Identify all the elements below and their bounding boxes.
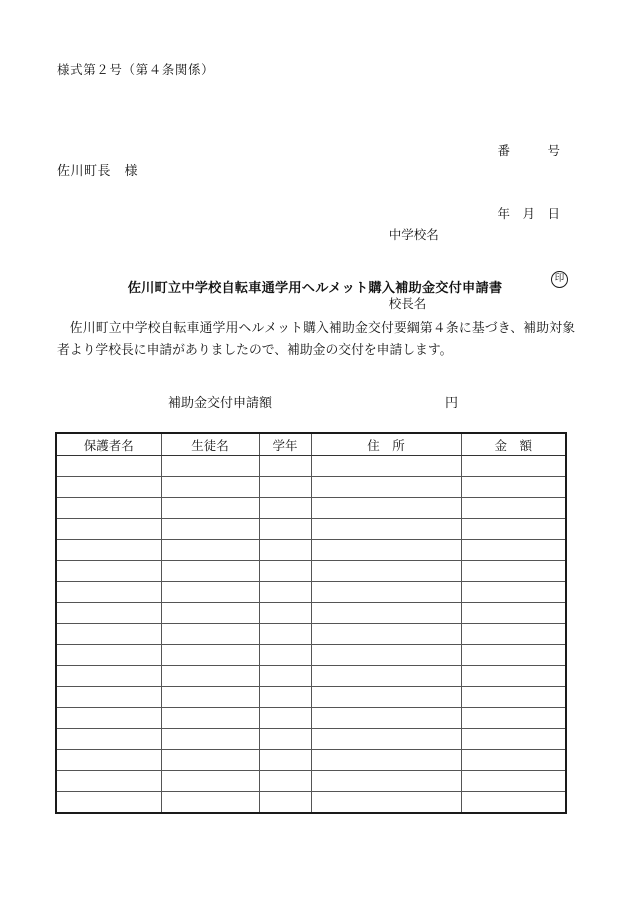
table-cell-grade[interactable] — [259, 477, 311, 498]
table-cell-address[interactable] — [311, 687, 461, 708]
table-row — [56, 666, 566, 687]
subsidy-amount-label: 補助金交付申請額 — [168, 395, 273, 410]
table-cell-guardian-name[interactable] — [56, 498, 161, 519]
table-cell-address[interactable] — [311, 708, 461, 729]
table-row — [56, 519, 566, 540]
table-cell-address[interactable] — [311, 540, 461, 561]
table-cell-address[interactable] — [311, 666, 461, 687]
table-cell-student-name[interactable] — [161, 750, 259, 771]
table-row — [56, 603, 566, 624]
table-row — [56, 477, 566, 498]
subsidy-amount-line — [168, 392, 468, 411]
table-cell-amount[interactable] — [461, 540, 566, 561]
table-cell-amount[interactable] — [461, 519, 566, 540]
column-header-student-name: 生徒名 — [161, 433, 259, 456]
table-cell-guardian-name[interactable] — [56, 603, 161, 624]
table-cell-student-name[interactable] — [161, 729, 259, 750]
table-cell-student-name[interactable] — [161, 666, 259, 687]
table-cell-guardian-name[interactable] — [56, 519, 161, 540]
column-header-address: 住 所 — [311, 433, 461, 456]
seal-icon: 印 — [551, 271, 568, 288]
table-cell-guardian-name[interactable] — [56, 708, 161, 729]
addressee-line: 佐川町長 様 — [57, 163, 139, 178]
table-row — [56, 456, 566, 477]
table-cell-address[interactable] — [311, 624, 461, 645]
table-cell-amount[interactable] — [461, 498, 566, 519]
table-row — [56, 582, 566, 603]
table-cell-student-name[interactable] — [161, 519, 259, 540]
subsidy-amount-unit: 円 — [445, 395, 459, 410]
table-cell-amount[interactable] — [461, 582, 566, 603]
table-cell-guardian-name[interactable] — [56, 771, 161, 792]
table-cell-guardian-name[interactable] — [56, 666, 161, 687]
table-cell-amount[interactable] — [461, 666, 566, 687]
table-cell-grade[interactable] — [259, 750, 311, 771]
school-name-row[interactable] — [370, 201, 570, 270]
table-cell-grade[interactable] — [259, 792, 311, 814]
column-header-guardian-name: 保護者名 — [56, 433, 161, 456]
table-cell-amount[interactable] — [461, 708, 566, 729]
table-cell-guardian-name[interactable] — [56, 792, 161, 814]
principal-name-label: 校長名 — [388, 297, 427, 311]
table-cell-amount[interactable] — [461, 771, 566, 792]
table-cell-student-name[interactable] — [161, 603, 259, 624]
table-cell-grade[interactable] — [259, 498, 311, 519]
table-cell-student-name[interactable] — [161, 540, 259, 561]
table-cell-amount[interactable] — [461, 561, 566, 582]
table-row — [56, 771, 566, 792]
table-cell-grade[interactable] — [259, 771, 311, 792]
table-cell-student-name[interactable] — [161, 687, 259, 708]
table-cell-grade[interactable] — [259, 519, 311, 540]
table-cell-amount[interactable] — [461, 624, 566, 645]
table-cell-address[interactable] — [311, 645, 461, 666]
table-cell-student-name[interactable] — [161, 477, 259, 498]
table-cell-amount[interactable] — [461, 645, 566, 666]
table-cell-student-name[interactable] — [161, 582, 259, 603]
form-number-label: 様式第２号（第４条関係） — [57, 63, 215, 77]
body-paragraph — [57, 318, 575, 361]
table-cell-grade[interactable] — [259, 708, 311, 729]
table-cell-address[interactable] — [311, 519, 461, 540]
table-cell-guardian-name[interactable] — [56, 624, 161, 645]
table-cell-grade[interactable] — [259, 645, 311, 666]
table-cell-address[interactable] — [311, 456, 461, 477]
applicants-table-body — [56, 456, 566, 814]
table-cell-amount[interactable] — [461, 687, 566, 708]
applicants-table — [55, 432, 567, 814]
table-row — [56, 624, 566, 645]
table-cell-amount[interactable] — [461, 477, 566, 498]
table-row — [56, 498, 566, 519]
table-cell-amount[interactable] — [461, 456, 566, 477]
table-cell-guardian-name[interactable] — [56, 456, 161, 477]
table-row — [56, 540, 566, 561]
table-cell-amount[interactable] — [461, 729, 566, 750]
table-cell-grade[interactable] — [259, 666, 311, 687]
table-row — [56, 708, 566, 729]
table-row — [56, 687, 566, 708]
table-row — [56, 792, 566, 814]
table-row — [56, 561, 566, 582]
table-cell-student-name[interactable] — [161, 645, 259, 666]
table-cell-guardian-name[interactable] — [56, 687, 161, 708]
table-cell-guardian-name[interactable] — [56, 477, 161, 498]
table-cell-student-name[interactable] — [161, 498, 259, 519]
table-cell-student-name[interactable] — [161, 456, 259, 477]
table-cell-grade[interactable] — [259, 624, 311, 645]
column-header-grade: 学年 — [259, 433, 311, 456]
page-title: 佐川町立中学校自転車通学用ヘルメット購入補助金交付申請書 — [127, 280, 503, 295]
table-cell-guardian-name[interactable] — [56, 540, 161, 561]
body-paragraph-text: 佐川町立中学校自転車通学用ヘルメット購入補助金交付要綱第４条に基づき、補助対象者より学校長に申請がありましたので、補助金の交付を申請します。 — [57, 321, 575, 357]
table-cell-grade[interactable] — [259, 582, 311, 603]
table-cell-address[interactable] — [311, 792, 461, 814]
table-cell-student-name[interactable] — [161, 792, 259, 814]
table-cell-address[interactable] — [311, 750, 461, 771]
applicants-table-wrapper — [55, 432, 565, 814]
table-cell-address[interactable] — [311, 603, 461, 624]
table-cell-address[interactable] — [311, 498, 461, 519]
table-cell-address[interactable] — [311, 771, 461, 792]
column-header-amount: 金 額 — [461, 433, 566, 456]
table-cell-student-name[interactable] — [161, 708, 259, 729]
table-cell-grade[interactable] — [259, 456, 311, 477]
table-cell-student-name[interactable] — [161, 624, 259, 645]
table-cell-guardian-name[interactable] — [56, 645, 161, 666]
table-cell-grade[interactable] — [259, 603, 311, 624]
table-cell-guardian-name[interactable] — [56, 561, 161, 582]
table-cell-guardian-name[interactable] — [56, 729, 161, 750]
table-cell-amount[interactable] — [461, 792, 566, 814]
table-cell-grade[interactable] — [259, 729, 311, 750]
table-cell-address[interactable] — [311, 582, 461, 603]
table-header-row — [56, 433, 566, 456]
table-cell-amount[interactable] — [461, 603, 566, 624]
table-cell-guardian-name[interactable] — [56, 750, 161, 771]
table-row — [56, 750, 566, 771]
table-cell-student-name[interactable] — [161, 771, 259, 792]
table-cell-address[interactable] — [311, 561, 461, 582]
table-cell-student-name[interactable] — [161, 561, 259, 582]
table-cell-grade[interactable] — [259, 561, 311, 582]
table-cell-guardian-name[interactable] — [56, 582, 161, 603]
table-cell-grade[interactable] — [259, 540, 311, 561]
document-number-field[interactable]: 番 号 — [497, 144, 560, 158]
table-cell-address[interactable] — [311, 477, 461, 498]
table-cell-amount[interactable] — [461, 750, 566, 771]
school-name-label: 中学校名 — [388, 228, 439, 242]
table-row — [56, 729, 566, 750]
document-date-field[interactable]: 年 月 日 — [497, 207, 560, 221]
table-row — [56, 645, 566, 666]
table-cell-address[interactable] — [311, 729, 461, 750]
table-cell-grade[interactable] — [259, 687, 311, 708]
